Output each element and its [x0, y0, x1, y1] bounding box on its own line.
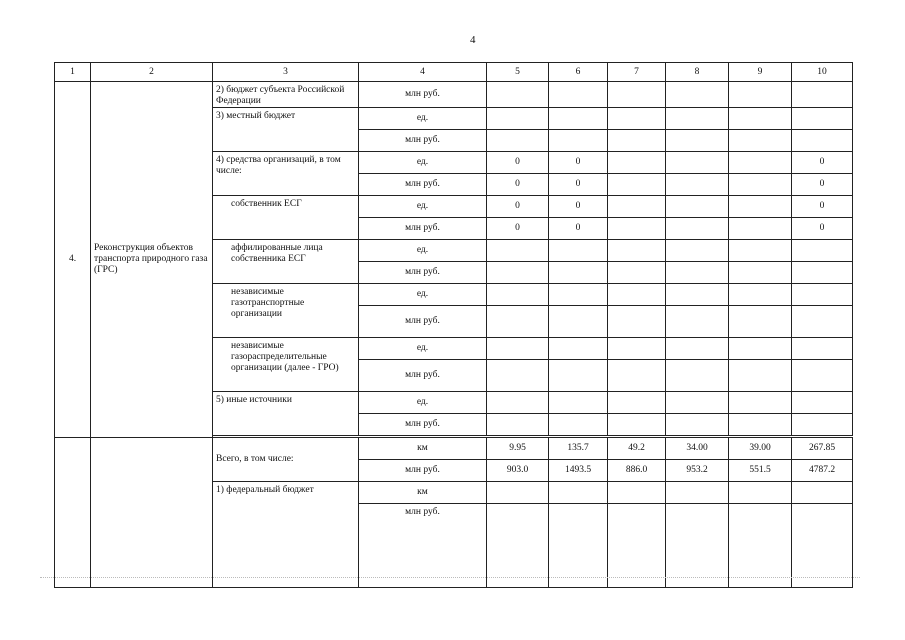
unit-cell: ед.: [359, 392, 487, 414]
value-cell: 0: [792, 174, 853, 196]
value-cell: [729, 174, 792, 196]
header-cell: 10: [792, 63, 853, 82]
value-cell: 49.2: [608, 438, 666, 460]
row-label: Всего, в том числе:: [213, 438, 359, 482]
unit-cell: млн руб.: [359, 460, 487, 482]
value-cell: [608, 152, 666, 174]
unit-cell: ед.: [359, 240, 487, 262]
value-cell: 4787.2: [792, 460, 853, 482]
value-cell: 0: [487, 174, 549, 196]
value-cell: [729, 196, 792, 218]
value-cell: 0: [792, 152, 853, 174]
unit-cell: млн руб.: [359, 218, 487, 240]
value-cell: 886.0: [608, 460, 666, 482]
unit-cell: млн руб.: [359, 306, 487, 338]
value-cell: 0: [487, 218, 549, 240]
unit-cell: ед.: [359, 196, 487, 218]
unit-cell: млн руб.: [359, 414, 487, 436]
value-cell: 0: [549, 174, 608, 196]
header-row: [55, 63, 853, 82]
header-cell: 9: [729, 63, 792, 82]
header-cell: 8: [666, 63, 729, 82]
unit-cell: км: [359, 482, 487, 504]
scan-edge-artifact: [40, 577, 860, 580]
value-cell: 0: [549, 152, 608, 174]
value-cell: [666, 152, 729, 174]
unit-cell: млн руб.: [359, 262, 487, 284]
unit-cell: ед.: [359, 152, 487, 174]
header-cell: 1: [55, 63, 91, 82]
value-cell: 39.00: [729, 438, 792, 460]
row-label: 4) средства организаций, в том числе:: [213, 152, 359, 196]
value-cell: 34.00: [666, 438, 729, 460]
table-row: [55, 438, 853, 460]
value-cell: [608, 174, 666, 196]
row-label: 5) иные источники: [213, 392, 359, 436]
unit-cell: млн руб.: [359, 504, 487, 588]
header-cell: 2: [91, 63, 213, 82]
section-name: Реконструкция объектов транспорта природного газа (ГРС): [91, 82, 213, 438]
value-cell: [729, 152, 792, 174]
header-cell: 7: [608, 63, 666, 82]
table-row: [55, 82, 853, 108]
row-label: 3) местный бюджет: [213, 108, 359, 152]
unit-cell: млн руб.: [359, 130, 487, 152]
value-cell: 953.2: [666, 460, 729, 482]
value-cell: 0: [487, 152, 549, 174]
unit-cell: км: [359, 438, 487, 460]
unit-cell: млн руб.: [359, 82, 487, 108]
value-cell: [608, 196, 666, 218]
row-label: независимые газораспределительные организации (далее - ГРО): [213, 338, 359, 392]
header-cell: 3: [213, 63, 359, 82]
value-cell: 0: [792, 196, 853, 218]
header-cell: 6: [549, 63, 608, 82]
value-cell: [666, 196, 729, 218]
unit-cell: ед.: [359, 338, 487, 360]
value-cell: 9.95: [487, 438, 549, 460]
value-cell: [666, 218, 729, 240]
value-cell: 267.85: [792, 438, 853, 460]
value-cell: [729, 218, 792, 240]
row-label: независимые газотранспортные организации: [213, 284, 359, 338]
data-table: [54, 62, 853, 588]
unit-cell: ед.: [359, 284, 487, 306]
header-cell: 4: [359, 63, 487, 82]
value-cell: 0: [792, 218, 853, 240]
unit-cell: млн руб.: [359, 174, 487, 196]
value-cell: 551.5: [729, 460, 792, 482]
value-cell: [608, 218, 666, 240]
row-label: 1) федеральный бюджет: [213, 482, 359, 588]
value-cell: 903.0: [487, 460, 549, 482]
value-cell: 0: [549, 218, 608, 240]
page-number: 4: [470, 34, 476, 46]
value-cell: 135.7: [549, 438, 608, 460]
section-number: 4.: [55, 82, 91, 438]
row-label: собственник ЕСГ: [213, 196, 359, 240]
row-label: 2) бюджет субъекта Российской Федерации: [213, 82, 359, 108]
unit-cell: млн руб.: [359, 360, 487, 392]
header-cell: 5: [487, 63, 549, 82]
value-cell: 0: [549, 196, 608, 218]
value-cell: 1493.5: [549, 460, 608, 482]
unit-cell: ед.: [359, 108, 487, 130]
value-cell: 0: [487, 196, 549, 218]
row-label: аффилированные лица собственника ЕСГ: [213, 240, 359, 284]
value-cell: [666, 174, 729, 196]
